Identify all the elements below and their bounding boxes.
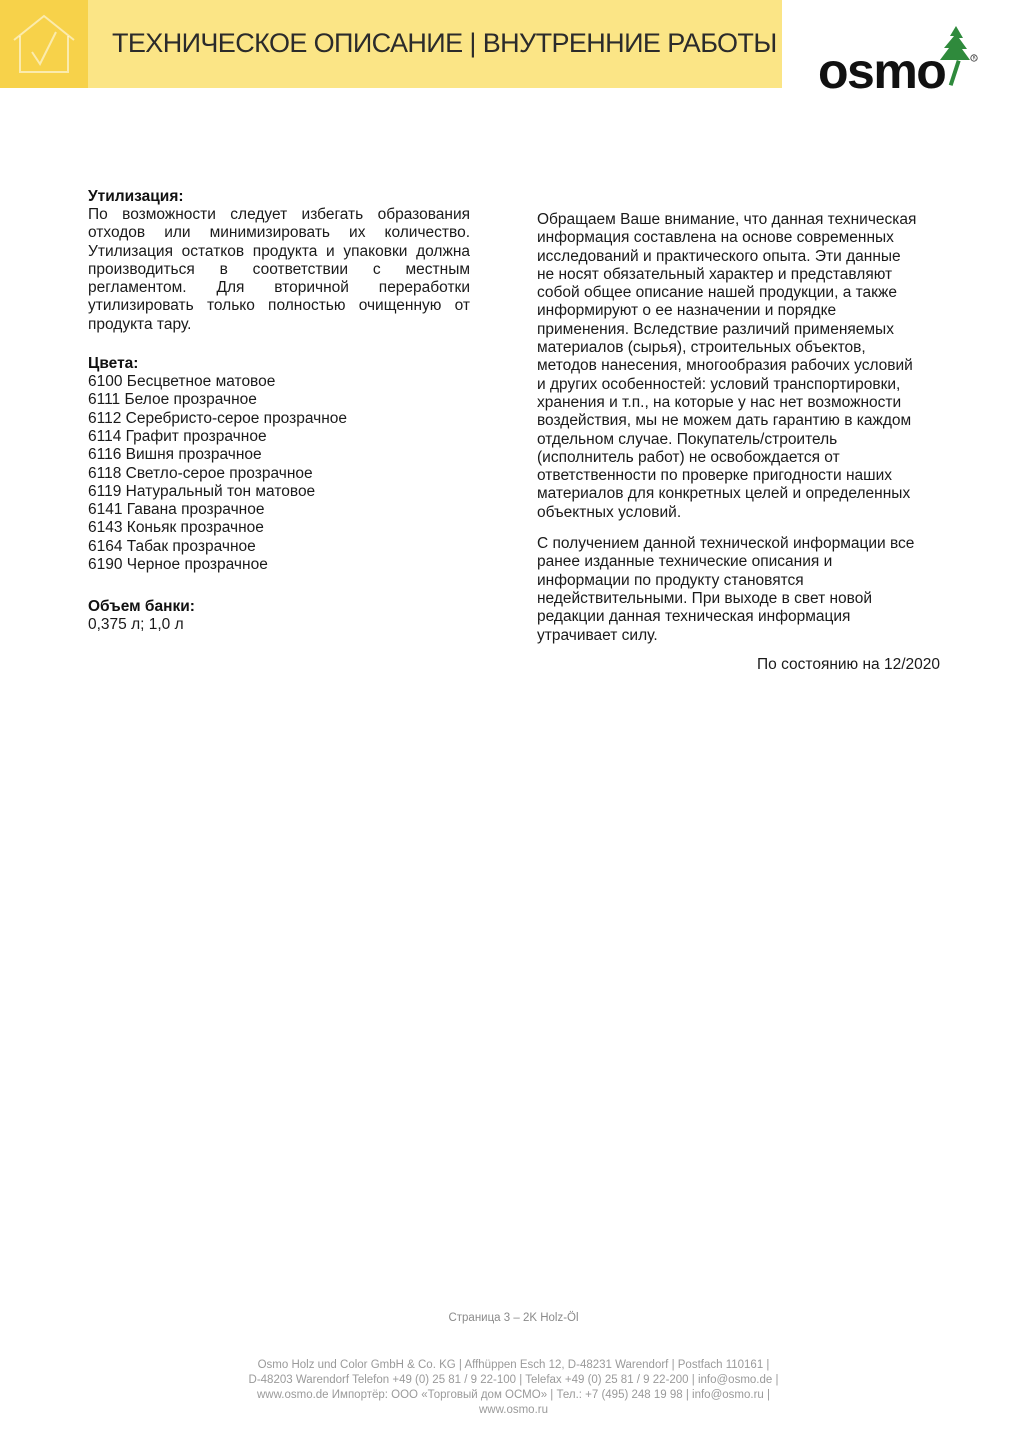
- notice-paragraph-2: [537, 535, 942, 645]
- page-number-label: Страница 3 – 2K Holz-Öl: [448, 1312, 579, 1324]
- colors-heading: Цвета:: [88, 355, 139, 373]
- logo-wordmark: osmo: [818, 43, 946, 99]
- tree-logo-icon: [930, 22, 980, 86]
- svg-text:R: R: [972, 56, 976, 62]
- notice-line: недействительными. При выходе в свет новой: [537, 589, 872, 607]
- notice-line: Обращаем Ваше внимание, что данная техническая: [537, 211, 917, 228]
- color-item: 6118 Светло-серое прозрачное: [88, 464, 313, 482]
- volume-heading: Объем банки:: [88, 598, 195, 616]
- notice-line: методов нанесения, многообразия рабочих условий: [537, 357, 913, 375]
- volume-value: 0,375 л; 1,0 л: [88, 616, 184, 634]
- footer-line: www.osmo.ru: [478, 1404, 549, 1416]
- osmo-logo: [818, 22, 988, 99]
- notice-line: воздействия, мы не можем дать гарантию в каждом: [537, 412, 912, 430]
- color-item: 6112 Серебристо-серое прозрачное: [88, 409, 348, 427]
- notice-line: отдельном случае. Покупатель/строитель: [537, 430, 838, 448]
- notice-line: редакции данная техническая информация: [537, 608, 851, 626]
- notice-line: информируют о ее назначении и порядке: [537, 302, 837, 320]
- color-item: 6164 Табак прозрачное: [88, 537, 256, 555]
- notice-line: применения. Вследствие различий применяемых: [537, 320, 894, 338]
- color-item: 6116 Вишня прозрачное: [88, 446, 262, 464]
- right-column: [537, 211, 942, 674]
- house-check-icon: [10, 10, 78, 78]
- notice-line: ранее изданные технические описания и: [537, 553, 833, 571]
- notice-line: материалов для конкретных целей и определенных: [537, 485, 911, 503]
- footer-line: Osmo Holz und Color GmbH & Co. KG | Affhüppen Esch 12, D-48231 Warendorf | Postfach 110161 |: [257, 1359, 770, 1371]
- disposal-text: По возможности следует избегать образования отходов или минимизировать их количество. Утилизация остатков продукта и упаковки должна производиться в соответствии с местным регламентом. Для вторичной переработки утилизировать только полностью очищенную от продукта тару.: [88, 206, 470, 333]
- left-column: [88, 188, 470, 635]
- footer-line: D-48203 Warendorf Telefon +49 (0) 25 81 / 9 22-100 | Telefax +49 (0) 25 81 / 9 22-200 | info@osmo.de |: [248, 1374, 779, 1386]
- footer: [0, 1358, 1027, 1418]
- color-item: 6119 Натуральный тон матовое: [88, 482, 316, 500]
- color-item: 6100 Бесцветное матовое: [88, 373, 276, 391]
- revision-date: По состоянию на 12/2020: [757, 655, 940, 673]
- page-title: ТЕХНИЧЕСКОЕ ОПИСАНИЕ | ВНУТРЕННИЕ РАБОТЫ: [112, 28, 777, 58]
- notice-line: информации по продукту становятся: [537, 571, 804, 589]
- disposal-heading: Утилизация:: [88, 188, 184, 205]
- notice-paragraph-1: [537, 211, 942, 522]
- notice-line: не носят обязательный характер и представляют: [537, 265, 893, 283]
- notice-line: С получением данной технической информации все: [537, 535, 915, 553]
- footer-line: www.osmo.de Импортёр: ООО «Торговый дом ОСМО» | Тел.: +7 (495) 248 19 98 | info@osmo.ru |: [257, 1389, 770, 1401]
- color-item: 6190 Черное прозрачное: [88, 556, 268, 574]
- header-square: [0, 0, 88, 88]
- notice-line: и других особенностей: условий транспортировки,: [537, 375, 901, 393]
- notice-line: ответственности по проверке пригодности наших: [537, 467, 893, 485]
- color-item: 6111 Белое прозрачное: [88, 391, 257, 409]
- color-item: 6141 Гавана прозрачное: [88, 501, 265, 519]
- notice-line: собой общее описание нашей продукции, а также: [537, 284, 897, 302]
- notice-line: информация составлена на основе современных: [537, 229, 894, 247]
- notice-line: объектных условий.: [537, 503, 682, 521]
- notice-line: (исполнитель работ) не освобождается от: [537, 448, 840, 466]
- colors-list: [88, 373, 470, 574]
- notice-line: исследований и практического опыта. Эти данные: [537, 247, 901, 265]
- notice-line: хранения и т.п., на которые у нас нет возможности: [537, 393, 902, 411]
- notice-line: материалов (сырья), строительных объектов,: [537, 339, 866, 357]
- notice-line: утрачивает силу.: [537, 626, 658, 644]
- color-item: 6143 Коньяк прозрачное: [88, 519, 264, 537]
- color-item: 6114 Графит прозрачное: [88, 427, 267, 445]
